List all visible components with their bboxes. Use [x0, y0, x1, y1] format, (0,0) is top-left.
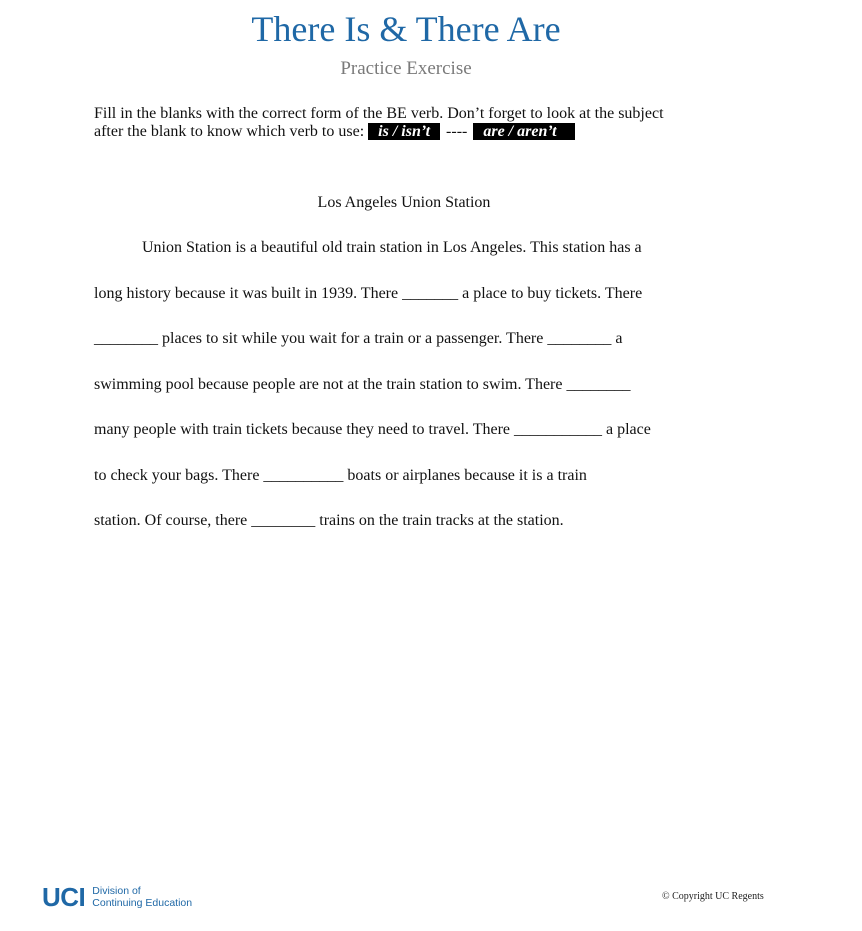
page-subtitle: Practice Exercise — [340, 58, 472, 79]
page-title: There Is & There Are — [251, 9, 561, 49]
separator: ---- — [446, 123, 468, 140]
division-line-2: Continuing Education — [92, 897, 193, 909]
singular-verb-chip: is / isn’t — [368, 123, 440, 140]
instructions-line-2-text: after the blank to know which verb to use: — [94, 123, 365, 140]
story-paragraph — [94, 230, 734, 549]
story-line: ________ places to sit while you wait for a train or a passenger. There ________ a — [94, 330, 623, 347]
instructions-line-1: Fill in the blanks with the correct form of the BE verb. Don’t forget to look at the subject — [94, 105, 664, 122]
plural-verb-chip: are / aren’t — [473, 123, 574, 140]
division-line-1: Division of — [92, 885, 141, 897]
division-label — [92, 885, 192, 909]
story-line: to check your bags. There __________ boats or airplanes because it is a train — [94, 466, 587, 484]
story-line: Union Station is a beautiful old train station in Los Angeles. This station has a — [142, 239, 642, 256]
story-line: station. Of course, there ________ trains on the train tracks at the station. — [94, 512, 564, 529]
instructions — [94, 105, 734, 141]
story-line: swimming pool because people are not at the train station to swim. There ________ — [94, 375, 631, 393]
story-title: Los Angeles Union Station — [317, 194, 491, 211]
copyright: © Copyright UC Regents — [662, 891, 764, 902]
instructions-line-2 — [94, 123, 734, 141]
story-line: long history because it was built in 1939. There _______ a place to buy tickets. There — [94, 284, 643, 302]
story-line: many people with train tickets because they need to travel. There ___________ a place — [94, 421, 651, 438]
uci-logo-text: UCI — [42, 882, 86, 912]
uci-logo — [42, 882, 192, 912]
